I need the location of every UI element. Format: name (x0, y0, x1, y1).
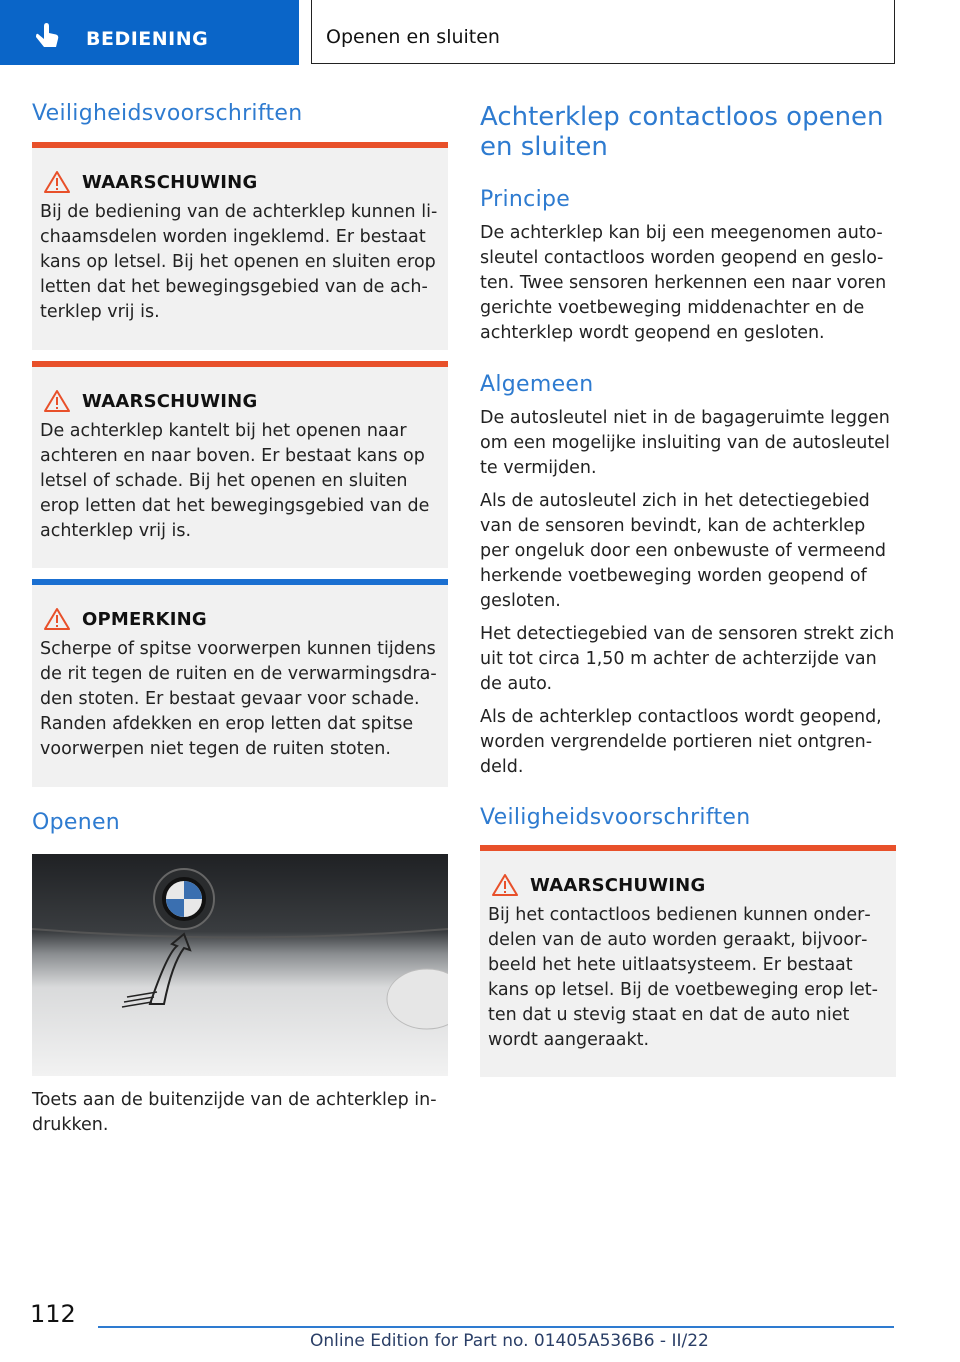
notice-text: De achterklep kantelt bij het openen naar achteren en naar boven. Er bestaat kans op letsel of schade. Bij het openen en sluiten erop letten dat het bewegingsgebied van de achterklep vrij is. (40, 421, 430, 541)
general-paragraph-4: Als de achterklep contactloos wordt geopend, worden vergrendelde portieren niet ontgrendeld. (480, 707, 882, 777)
notice-text: Scherpe of spitse voorwerpen kunnen tijdens de rit tegen de ruiten en de verwarmingsdraden stoten. Er bestaat gevaar voor schade. Randen afdekken en erop letten dat spitse voorwerpen niet tegen de ruiten stoten. (40, 639, 437, 759)
general-heading: Algemeen (480, 372, 594, 397)
notice-text: Bij het contactloos bedienen kunnen onderdelen van de auto worden geraakt, bijvoorbeeld het hete uitlaatsysteem. Er bestaat kans op letsel. Bij de voetbeweging erop letten dat u stevig staat en dat de auto niet wordt aangeraakt. (488, 905, 878, 1050)
warning-bar (32, 361, 448, 367)
footer-edition: Online Edition for Part no. 01405A536B6 - II/22 (310, 1331, 709, 1351)
notice-bar (32, 579, 448, 585)
warning-triangle-icon (492, 873, 518, 897)
tailgate-button-photo (32, 854, 448, 1076)
page-number: 112 (30, 1300, 76, 1328)
open-heading: Openen (32, 810, 121, 835)
principle-heading: Principe (480, 187, 571, 212)
general-paragraph-1: De autosleutel niet in de bagageruimte leggen om een mogelijke insluiting van de autosleutel te vermijden. (480, 408, 890, 478)
section-label: BEDIENING (86, 28, 209, 50)
notice-label: OPMERKING (82, 608, 207, 630)
hand-pointer-icon (32, 20, 62, 50)
notice-text: Bij de bediening van de achterklep kunnen lichaamsdelen worden ingeklemd. Er bestaat kans op letsel. Bij het openen en sluiten erop letten dat het bewegingsgebied van de achterklep vrij is. (40, 202, 438, 322)
chapter-title: Openen en sluiten (326, 26, 500, 48)
warning-bar (480, 845, 896, 851)
warning-bar (32, 142, 448, 148)
warning-notice-4 (480, 845, 896, 1077)
photo-caption: Toets aan de buitenzijde van de achterklep indrukken. (32, 1090, 437, 1135)
principle-text: De achterklep kan bij een meegenomen autosleutel contactloos worden geopend en gesloten. Twee sensoren herkennen een naar voren gerichte voetbeweging middenachter en de achterklep wordt geopend en gesloten. (480, 223, 887, 343)
main-heading: Achterklep contactloos openen en sluiten (480, 102, 884, 162)
notice-label: WAARSCHUWING (82, 171, 258, 193)
warning-notice-2 (32, 361, 448, 568)
warning-triangle-icon (44, 170, 70, 194)
section-tab[interactable] (0, 0, 299, 65)
warning-notice-1 (32, 142, 448, 350)
notice-label: WAARSCHUWING (82, 390, 258, 412)
footer-divider (98, 1326, 894, 1328)
notice-label: WAARSCHUWING (530, 874, 706, 896)
info-notice (32, 579, 448, 787)
safety-heading-right: Veiligheidsvoorschriften (480, 805, 751, 830)
general-paragraph-3: Het detectiegebied van de sensoren strekt zich uit tot circa 1,50 m achter de achterzijde van de auto. (480, 624, 895, 694)
general-paragraph-2: Als de autosleutel zich in het detectiegebied van de sensoren bevindt, kan de achterklep per ongeluk door een onbewuste of vermeend herkende voetbeweging worden geopend of gesloten. (480, 491, 887, 611)
warning-triangle-icon (44, 607, 70, 631)
warning-triangle-icon (44, 389, 70, 413)
chapter-header (311, 0, 895, 64)
safety-heading-left: Veiligheidsvoorschriften (32, 101, 303, 126)
